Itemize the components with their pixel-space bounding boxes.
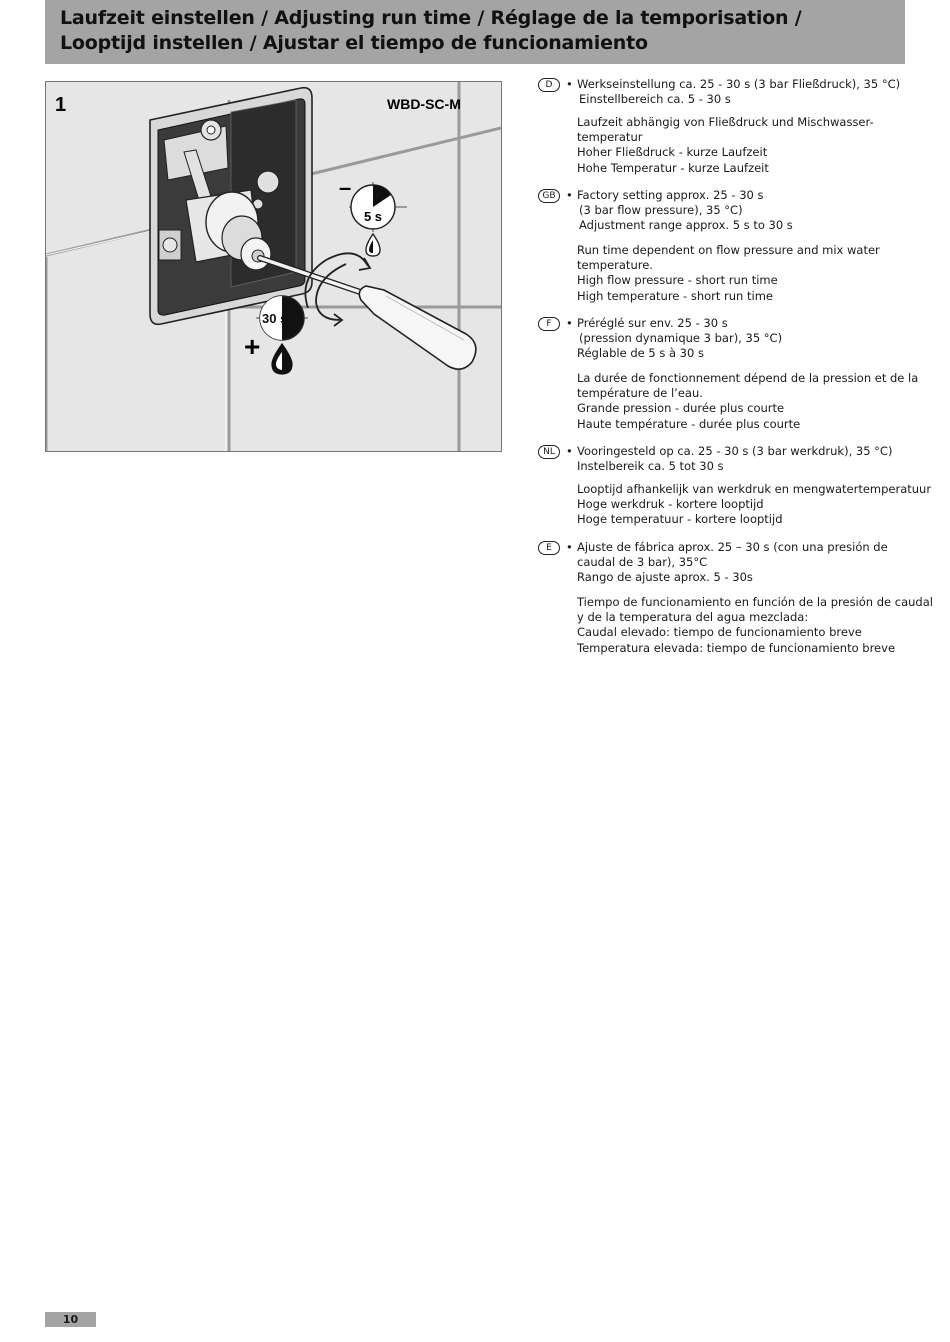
- page-title-line-1: Laufzeit einstellen / Adjusting run time / Réglage de la temporisation /: [60, 7, 802, 29]
- text-line: Laufzeit abhängig von Fließdruck und Mischwasser-: [577, 115, 874, 129]
- text-line: Hoher Fließdruck - kurze Laufzeit: [577, 145, 768, 160]
- min-time-label: 5 s: [363, 209, 383, 224]
- bullet: •: [566, 188, 573, 202]
- figure-1: [45, 81, 502, 452]
- text-line: Einstellbereich ca. 5 - 30 s: [579, 92, 731, 107]
- text-line: Haute température - durée plus courte: [577, 416, 801, 431]
- text-line: Looptijd afhankelijk van werkdruk en mengwatertemperatuur: [577, 482, 932, 496]
- min-time-dial: [339, 175, 407, 256]
- model-label: WBD-SC-M: [387, 96, 461, 112]
- text-line: Grande pression - durée plus courte: [577, 401, 785, 416]
- text-line: y de la temperatura del agua mezclada:: [577, 610, 809, 625]
- settings-paragraph: [577, 188, 932, 234]
- text-line: Instelbereik ca. 5 tot 30 s: [577, 459, 724, 474]
- text-line: température de l’eau.: [577, 386, 703, 401]
- lang-badge: D: [538, 78, 560, 92]
- max-sign: +: [244, 331, 261, 362]
- text-line: High flow pressure - short run time: [577, 273, 778, 288]
- bullet: •: [566, 540, 573, 554]
- page-title-line-2: Looptijd instellen / Ajustar el tiempo de funcionamiento: [60, 32, 648, 54]
- text-line: Werkseinstellung ca. 25 - 30 s (3 bar Fließdruck), 35 °C): [577, 77, 901, 91]
- settings-paragraph: [577, 444, 932, 474]
- text-line: La durée de fonctionnement dépend de la pression et de la: [577, 371, 919, 385]
- settings-paragraph: [577, 316, 932, 362]
- bullet: •: [566, 444, 573, 458]
- text-line: High temperature - short run time: [577, 288, 773, 303]
- text-line: Caudal elevado: tiempo de funcionamiento breve: [577, 625, 862, 640]
- text-line: Ajuste de fábrica aprox. 25 – 30 s (con una presión de: [577, 540, 888, 554]
- notes-paragraph: [577, 595, 932, 656]
- page-number: 10: [45, 1312, 96, 1327]
- text-line: Factory setting approx. 25 - 30 s: [577, 188, 764, 202]
- lang-badge: F: [538, 317, 560, 331]
- bullet: •: [566, 77, 573, 91]
- notes-paragraph: [577, 115, 932, 176]
- title-bar: [45, 0, 905, 64]
- text-line: Tiempo de funcionamiento en función de la presión de caudal: [577, 595, 933, 609]
- text-line: Réglable de 5 s à 30 s: [577, 346, 704, 361]
- text-line: Préréglé sur env. 25 - 30 s: [577, 316, 728, 330]
- text-line: Hohe Temperatur - kurze Laufzeit: [577, 160, 769, 175]
- text-line: temperatur: [577, 130, 643, 145]
- text-line: Vooringesteld op ca. 25 - 30 s (3 bar werkdruk), 35 °C): [577, 444, 893, 458]
- text-line: temperature.: [577, 258, 653, 273]
- notes-paragraph: [577, 371, 932, 432]
- notes-paragraph: [577, 243, 932, 304]
- text-line: Run time dependent on flow pressure and mix water: [577, 243, 880, 257]
- text-line: caudal de 3 bar), 35°C: [577, 555, 708, 570]
- lang-badge: NL: [538, 445, 560, 459]
- text-line: Temperatura elevada: tiempo de funcionamiento breve: [577, 640, 896, 655]
- settings-paragraph: [577, 540, 932, 586]
- min-sign: –: [339, 175, 352, 200]
- text-line: (pression dynamique 3 bar), 35 °C): [579, 331, 783, 346]
- text-line: Rango de ajuste aprox. 5 - 30s: [577, 570, 753, 585]
- notes-paragraph: [577, 482, 932, 528]
- figure-number: 1: [55, 94, 67, 116]
- text-line: (3 bar flow pressure), 35 °C): [579, 203, 743, 218]
- bullet: •: [566, 316, 573, 330]
- text-line: Hoge werkdruk - kortere looptijd: [577, 497, 764, 512]
- max-time-label: 30 s: [262, 311, 288, 326]
- flush-box: [150, 88, 312, 325]
- text-line: Adjustment range approx. 5 s to 30 s: [579, 218, 793, 233]
- text-line: Hoge temperatuur - kortere looptijd: [577, 512, 783, 527]
- lang-badge: GB: [538, 189, 560, 203]
- settings-paragraph: [577, 77, 932, 107]
- lang-badge: E: [538, 541, 560, 555]
- run-time-adjustment-illustration: [46, 82, 501, 451]
